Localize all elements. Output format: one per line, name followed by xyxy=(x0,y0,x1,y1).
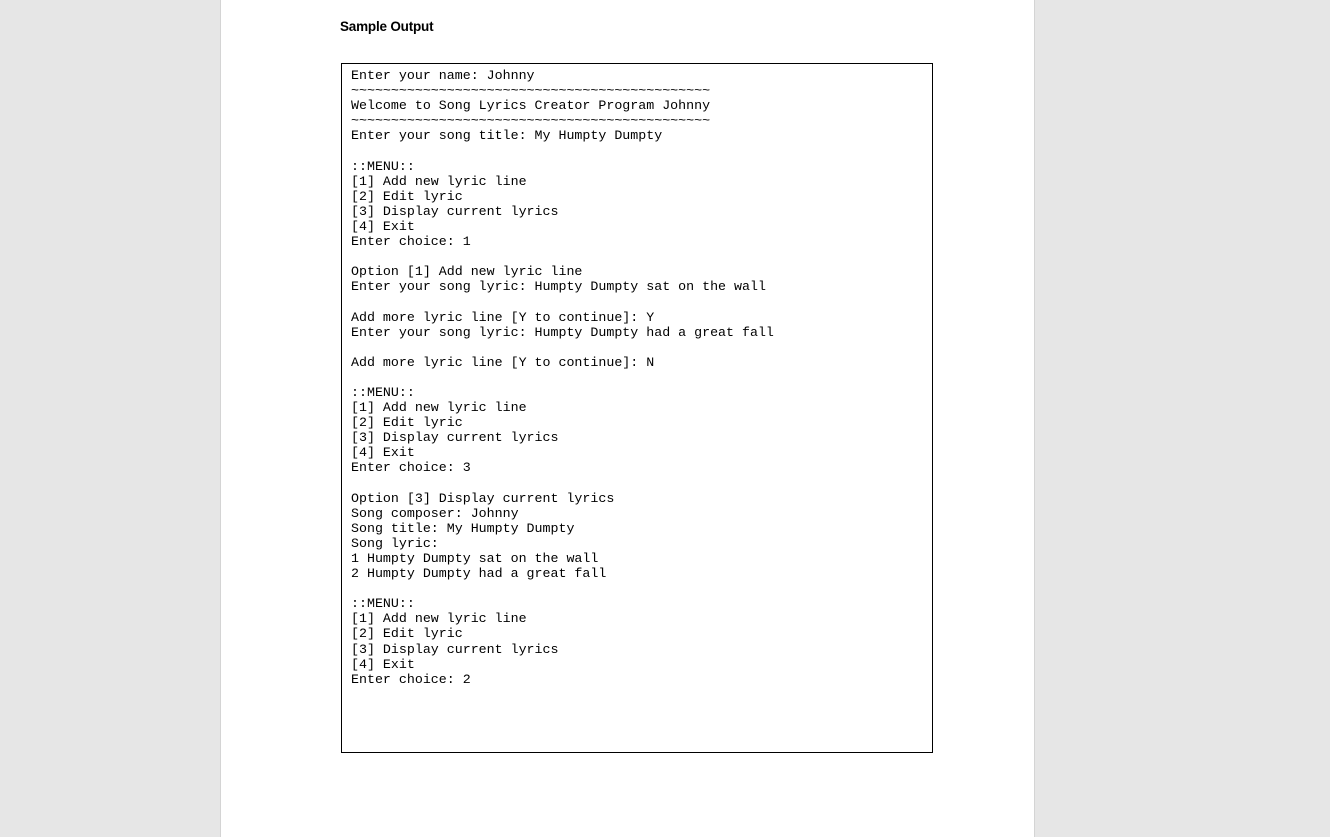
output-line: [3] Display current lyrics xyxy=(351,203,559,219)
output-line: [1] Add new lyric line xyxy=(351,400,527,416)
output-line: ::MENU:: xyxy=(351,158,415,174)
output-line: [4] Exit xyxy=(351,445,415,461)
output-line: 2 Humpty Dumpty had a great fall xyxy=(351,566,607,582)
output-line: 1 Humpty Dumpty sat on the wall xyxy=(351,551,599,566)
output-line xyxy=(351,581,932,596)
output-line: [1] Add new lyric line xyxy=(351,611,527,627)
output-line: Enter your song lyric: Humpty Dumpty had a great fall xyxy=(351,324,774,340)
output-line: ::MENU:: xyxy=(351,596,415,612)
output-line: Enter choice: 2 xyxy=(351,671,471,687)
output-line: Enter choice: 1 xyxy=(351,234,471,250)
output-line: [4] Exit xyxy=(351,218,415,234)
output-line xyxy=(351,340,932,355)
output-line: ~~~~~~~~~~~~~~~~~~~~~~~~~~~~~~~~~~~~~~~~~~~~~ xyxy=(351,83,711,99)
output-line xyxy=(351,249,932,264)
output-line: Song composer: Johnny xyxy=(351,505,519,521)
output-line: ~~~~~~~~~~~~~~~~~~~~~~~~~~~~~~~~~~~~~~~~~~~~~ xyxy=(351,113,711,129)
output-line: Enter choice: 3 xyxy=(351,460,471,476)
document-page xyxy=(220,0,1035,837)
output-line: [2] Edit lyric xyxy=(351,626,463,642)
output-line: Add more lyric line [Y to continue]: N xyxy=(351,354,655,370)
output-line: Song title: My Humpty Dumpty xyxy=(351,520,575,536)
output-line: ::MENU:: xyxy=(351,384,415,400)
output-line: [2] Edit lyric xyxy=(351,415,463,431)
output-line: Option [3] Display current lyrics xyxy=(351,490,615,506)
output-line: [3] Display current lyrics xyxy=(351,641,559,657)
output-line xyxy=(351,370,932,385)
output-line: [4] Exit xyxy=(351,656,415,672)
sample-output-box xyxy=(341,63,933,753)
output-line: Add more lyric line [Y to continue]: Y xyxy=(351,309,655,325)
output-line xyxy=(351,143,932,158)
output-line: [3] Display current lyrics xyxy=(351,430,559,446)
output-line: Song lyric: xyxy=(351,535,439,551)
output-line: [2] Edit lyric xyxy=(351,188,463,204)
output-line: Enter your name: Johnny xyxy=(351,68,535,83)
output-line xyxy=(351,294,932,309)
output-line: Enter your song lyric: Humpty Dumpty sat on the wall xyxy=(351,279,766,295)
output-line: Enter your song title: My Humpty Dumpty xyxy=(351,128,663,144)
output-line: Option [1] Add new lyric line xyxy=(351,264,583,280)
output-line xyxy=(351,476,932,491)
section-heading: Sample Output xyxy=(340,19,434,34)
output-line: [1] Add new lyric line xyxy=(351,173,527,189)
output-line: Welcome to Song Lyrics Creator Program Johnny xyxy=(351,98,711,114)
